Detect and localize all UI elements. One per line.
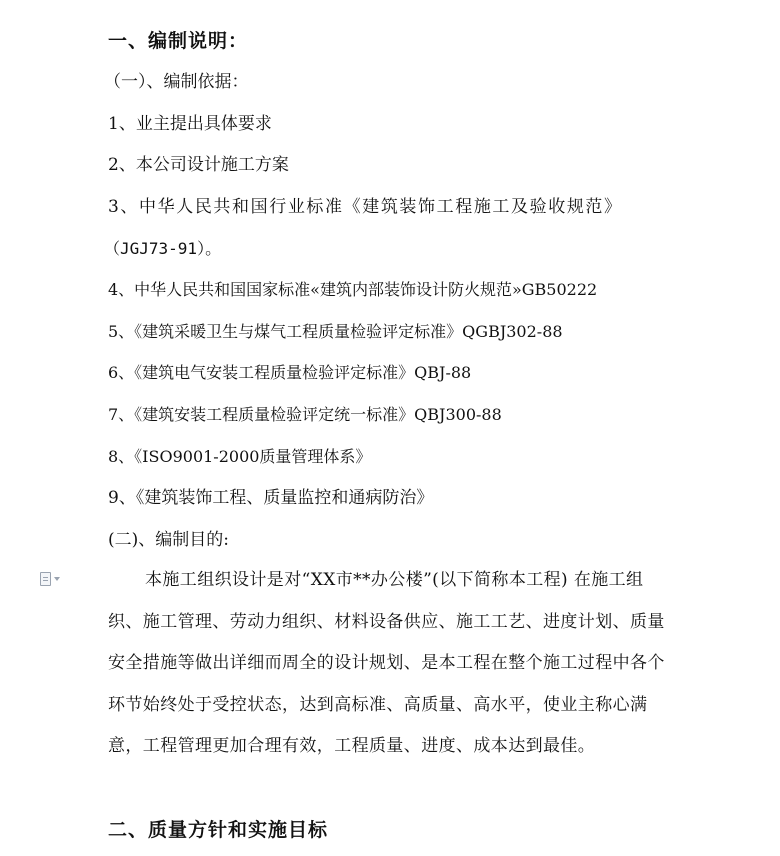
- subsection-basis: （一）、编制依据：: [104, 72, 249, 92]
- subsection-purpose: (二)、编制目的:: [108, 530, 229, 550]
- list-item: 6、《建筑电气安装工程质量检验评定标准》QBJ-88: [108, 363, 472, 382]
- list-item-continuation: （JGJ73-91）。: [104, 239, 222, 258]
- list-item: 9、《建筑装饰工程、质量监控和通病防治》: [108, 488, 434, 508]
- list-item: 3、中华人民共和国行业标准《建筑装饰工程施工及验收规范》: [108, 197, 623, 217]
- list-item: 4、中华人民共和国国家标准«建筑内部装饰设计防火规范»GB50222: [108, 280, 598, 299]
- list-item: 7、《建筑安装工程质量检验评定统一标准》QBJ300-88: [108, 405, 502, 424]
- purpose-paragraph: 本施工组织设计是对“XX市**办公楼”(以下简称本工程) 在施工组织、施工管理、劳动力组织、材料设备供应、施工工艺、进度计划、质量安全措施等做出详细而周全的设计规划、是本工程在整个施工过程中各个环节始终处于受控状态，达到高标准、高质量、高水平，使业主称心满意，工程管理更加合理有效，工程质量、进度、成本达到最佳。: [108, 570, 665, 756]
- list-item: 2、本公司设计施工方案: [108, 155, 289, 175]
- paragraph-menu-button[interactable]: [40, 571, 66, 587]
- section-heading-1: 一、编制说明：: [108, 30, 249, 52]
- list-item: 5、《建筑采暖卫生与煤气工程质量检验评定标准》QGBJ302-88: [108, 322, 563, 341]
- document-icon: [40, 572, 51, 586]
- list-item: 8、《ISO9001-2000质量管理体系》: [108, 447, 372, 466]
- list-item: 1、业主提出具体要求: [108, 114, 272, 134]
- section-heading-2: 二、质量方针和实施目标: [108, 819, 329, 841]
- chevron-down-icon: [54, 577, 60, 581]
